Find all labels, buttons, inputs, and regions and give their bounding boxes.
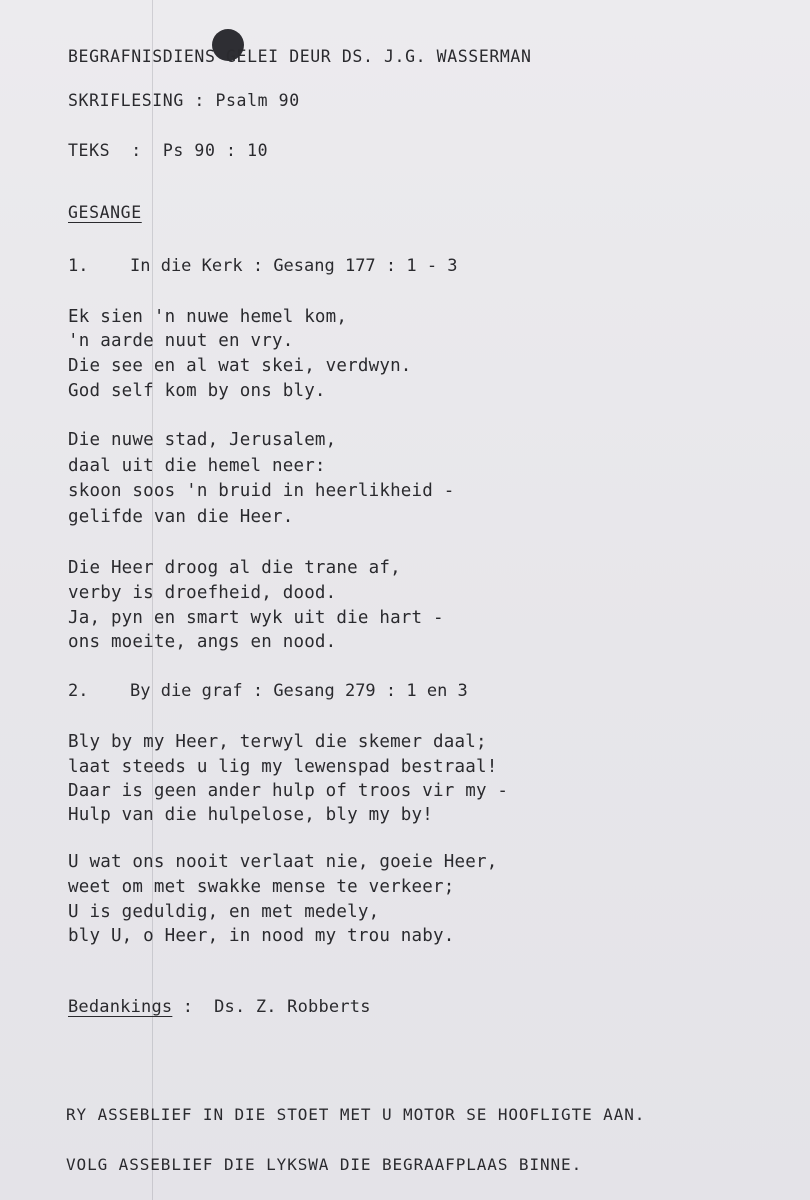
- instruction-follow-hearse: VOLG ASSEBLIEF DIE LYKSWA DIE BEGRAAFPLAAS BINNE.: [66, 1155, 583, 1174]
- scripture-label: SKRIFLESING: [68, 91, 184, 110]
- verse-line: Die see en al wat skei, verdwyn.: [68, 356, 412, 376]
- text-row: TEKS : Ps 90 : 10: [68, 141, 269, 160]
- verse-line: Ek sien 'n nuwe hemel kom,: [68, 307, 348, 327]
- hymn-1-place: In die Kerk: [130, 256, 243, 276]
- verse-line: Die nuwe stad, Jerusalem,: [68, 430, 337, 450]
- verse-line: Ja, pyn en smart wyk uit die hart -: [68, 608, 444, 628]
- verse-line: Die Heer droog al die trane af,: [68, 558, 401, 578]
- hymns-heading: GESANGE: [68, 203, 142, 222]
- hymn-2-title: By die graf : Gesang 279 : 1 en 3: [130, 681, 468, 701]
- instruction-headlights: RY ASSEBLIEF IN DIE STOET MET U MOTOR SE HOOFLIGTE AAN.: [66, 1105, 646, 1124]
- hymn-1-number: 1.: [68, 256, 89, 276]
- hymn-1-reference: Gesang 177 : 1 - 3: [273, 256, 458, 276]
- verse-line: U is geduldig, en met medely,: [68, 902, 380, 922]
- hymn-2-number: 2.: [68, 681, 89, 701]
- hymn-1-title: In die Kerk : Gesang 177 : 1 - 3: [130, 256, 458, 276]
- text-value: Ps 90 : 10: [162, 141, 269, 160]
- thanks-name: Ds. Z. Robberts: [214, 997, 371, 1017]
- verse-line: laat steeds u lig my lewenspad bestraal!: [68, 757, 498, 777]
- verse-line: God self kom by ons bly.: [68, 381, 326, 401]
- verse-line: U wat ons nooit verlaat nie, goeie Heer,: [68, 852, 498, 872]
- text-label: TEKS: [68, 141, 111, 160]
- verse-line: Daar is geen ander hulp of troos vir my -: [68, 781, 509, 801]
- verse-line: daal uit die hemel neer:: [68, 456, 326, 476]
- verse-line: verby is droefheid, dood.: [68, 583, 337, 603]
- thanks-row: Bedankings : Ds. Z. Robberts: [68, 997, 371, 1017]
- verse-line: bly U, o Heer, in nood my trou naby.: [68, 926, 455, 946]
- verse-line: skoon soos 'n bruid in heerlikheid -: [68, 481, 455, 501]
- verse-line: weet om met swakke mense te verkeer;: [68, 877, 455, 897]
- thanks-label: Bedankings: [68, 997, 173, 1017]
- verse-line: Bly by my Heer, terwyl die skemer daal;: [68, 732, 487, 752]
- verse-line: 'n aarde nuut en vry.: [68, 331, 294, 351]
- hymn-2-reference: Gesang 279 : 1 en 3: [273, 681, 468, 701]
- service-line: BEGRAFNISDIENS GELEI DEUR DS. J.G. WASSERMAN: [68, 47, 532, 66]
- hymn-2-place: By die graf: [130, 681, 243, 701]
- verse-line: gelifde van die Heer.: [68, 507, 294, 527]
- verse-line: ons moeite, angs en nood.: [68, 632, 337, 652]
- scripture-value: Psalm 90: [215, 91, 300, 110]
- scripture-row: SKRIFLESING : Psalm 90: [68, 91, 300, 110]
- verse-line: Hulp van die hulpelose, bly my by!: [68, 805, 434, 825]
